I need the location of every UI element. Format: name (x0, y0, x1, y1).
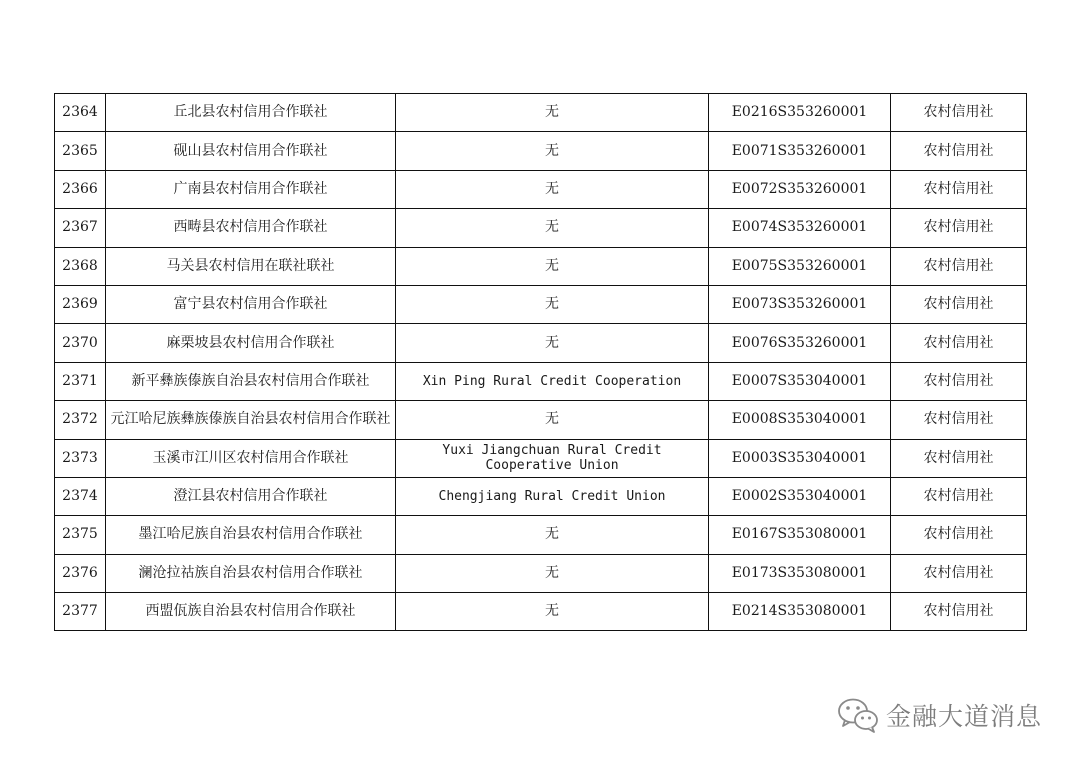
table-row (55, 593, 1027, 631)
institution-name-cell: 富宁县农村信用合作联社 (106, 285, 396, 323)
institution-code-cell: E0173S353080001 (709, 554, 891, 592)
table-row (55, 170, 1027, 208)
institution-type-cell: 农村信用社 (891, 132, 1027, 170)
row-number-cell: 2372 (55, 401, 106, 439)
table-row (55, 324, 1027, 362)
institution-name-cell: 丘北县农村信用合作联社 (106, 94, 396, 132)
table-row (55, 554, 1027, 592)
institution-type-cell: 农村信用社 (891, 247, 1027, 285)
institution-type-cell: 农村信用社 (891, 516, 1027, 554)
institution-name-cell: 西盟佤族自治县农村信用合作联社 (106, 593, 396, 631)
institution-name-cell: 墨江哈尼族自治县农村信用合作联社 (106, 516, 396, 554)
english-name-cell: 无 (396, 209, 709, 247)
institution-type-cell: 农村信用社 (891, 94, 1027, 132)
institution-code-cell: E0072S353260001 (709, 170, 891, 208)
english-name-cell: Yuxi Jiangchuan Rural Credit Cooperative Union (396, 439, 709, 477)
institution-code-cell: E0076S353260001 (709, 324, 891, 362)
institution-type-cell: 农村信用社 (891, 439, 1027, 477)
institution-code-cell: E0167S353080001 (709, 516, 891, 554)
institution-code-cell: E0214S353080001 (709, 593, 891, 631)
institution-table (54, 93, 1027, 631)
table-body (55, 94, 1027, 631)
institution-code-cell: E0008S353040001 (709, 401, 891, 439)
table-row (55, 401, 1027, 439)
institution-type-cell: 农村信用社 (891, 554, 1027, 592)
institution-type-cell: 农村信用社 (891, 170, 1027, 208)
english-name-cell: 无 (396, 94, 709, 132)
institution-name-cell: 澜沧拉祜族自治县农村信用合作联社 (106, 554, 396, 592)
english-name-cell: 无 (396, 132, 709, 170)
english-name-cell: 无 (396, 170, 709, 208)
row-number-cell: 2377 (55, 593, 106, 631)
row-number-cell: 2369 (55, 285, 106, 323)
institution-code-cell: E0074S353260001 (709, 209, 891, 247)
institution-type-cell: 农村信用社 (891, 593, 1027, 631)
table-row (55, 285, 1027, 323)
institution-code-cell: E0216S353260001 (709, 94, 891, 132)
institution-type-cell: 农村信用社 (891, 324, 1027, 362)
row-number-cell: 2365 (55, 132, 106, 170)
table-row (55, 439, 1027, 477)
english-name-cell: 无 (396, 324, 709, 362)
english-name-cell: Chengjiang Rural Credit Union (396, 477, 709, 515)
watermark-text: 金融大道消息 (886, 702, 1043, 731)
institution-type-cell: 农村信用社 (891, 209, 1027, 247)
row-number-cell: 2366 (55, 170, 106, 208)
table-row (55, 209, 1027, 247)
institution-name-cell: 砚山县农村信用合作联社 (106, 132, 396, 170)
institution-code-cell: E0007S353040001 (709, 362, 891, 400)
english-name-cell: 无 (396, 593, 709, 631)
row-number-cell: 2374 (55, 477, 106, 515)
row-number-cell: 2367 (55, 209, 106, 247)
institution-code-cell: E0003S353040001 (709, 439, 891, 477)
row-number-cell: 2375 (55, 516, 106, 554)
institution-type-cell: 农村信用社 (891, 401, 1027, 439)
row-number-cell: 2373 (55, 439, 106, 477)
institution-type-cell: 农村信用社 (891, 362, 1027, 400)
table-row (55, 362, 1027, 400)
institution-name-cell: 麻栗坡县农村信用合作联社 (106, 324, 396, 362)
institution-name-cell: 马关县农村信用在联社联社 (106, 247, 396, 285)
watermark (836, 696, 1042, 734)
institution-code-cell: E0002S353040001 (709, 477, 891, 515)
wechat-icon (836, 696, 880, 734)
english-name-cell: 无 (396, 285, 709, 323)
table-row (55, 477, 1027, 515)
row-number-cell: 2371 (55, 362, 106, 400)
row-number-cell: 2376 (55, 554, 106, 592)
institution-type-cell: 农村信用社 (891, 477, 1027, 515)
institution-name-cell: 澄江县农村信用合作联社 (106, 477, 396, 515)
institution-type-cell: 农村信用社 (891, 285, 1027, 323)
table-row (55, 132, 1027, 170)
table-row (55, 94, 1027, 132)
row-number-cell: 2370 (55, 324, 106, 362)
row-number-cell: 2368 (55, 247, 106, 285)
institution-name-cell: 玉溪市江川区农村信用合作联社 (106, 439, 396, 477)
table-row (55, 247, 1027, 285)
english-name-cell: 无 (396, 401, 709, 439)
institution-name-cell: 西畴县农村信用合作联社 (106, 209, 396, 247)
institution-code-cell: E0075S353260001 (709, 247, 891, 285)
institution-name-cell: 元江哈尼族彝族傣族自治县农村信用合作联社 (106, 401, 396, 439)
row-number-cell: 2364 (55, 94, 106, 132)
institution-name-cell: 广南县农村信用合作联社 (106, 170, 396, 208)
english-name-cell: 无 (396, 516, 709, 554)
english-name-cell: 无 (396, 554, 709, 592)
table-row (55, 516, 1027, 554)
english-name-cell: 无 (396, 247, 709, 285)
english-name-cell: Xin Ping Rural Credit Cooperation (396, 362, 709, 400)
institution-code-cell: E0071S353260001 (709, 132, 891, 170)
institution-name-cell: 新平彝族傣族自治县农村信用合作联社 (106, 362, 396, 400)
institution-code-cell: E0073S353260001 (709, 285, 891, 323)
